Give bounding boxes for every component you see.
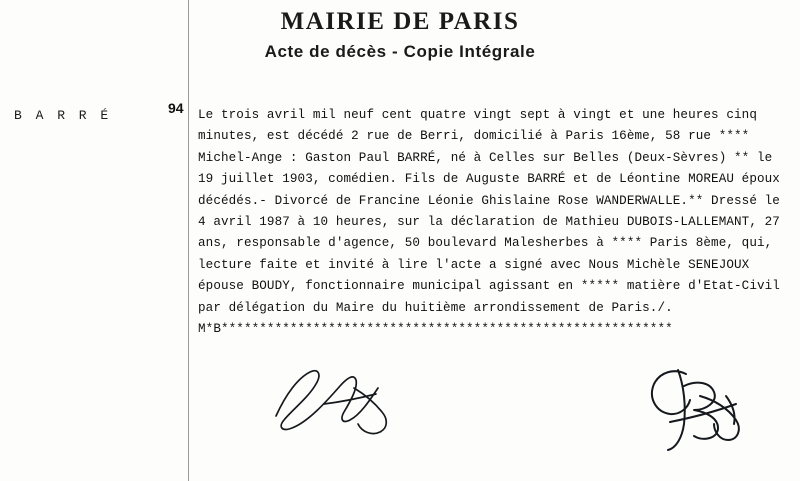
declarant-signature	[268, 358, 408, 448]
record-body-text: Le trois avril mil neuf cent quatre vingt sept à vingt et une heures cinq minutes, est décédé 2 rue de Berri, domicilié à Paris 16ème, 58 rue **** Michel-Ange : Gaston Paul BARRÉ, né à Celles sur Belles (Deux-Sèvres) ** le 19 juillet 1903, comédien. Fils de Auguste BARRÉ et de Léontine MOREAU époux décédés.- Divorcé de Francine Léonie Ghislaine Rose WANDERWALLE.** Dressé le 4 avril 1987 à 10 heures, sur la déclaration de Mathieu DUBOIS-LALLEMANT, 27 ans, responsable d'agence, 50 boulevard Malesherbes à **** Paris 8ème, qui, lecture faite et invité à lire l'acte a signé avec Nous Michèle SENEJOUX épouse BOUDY, fonctionnaire municipal agissant en ***** matière d'Etat-Civil par délégation du Maire du huitième arrondissement de Paris./. M*B***********************************************************	[198, 108, 788, 337]
page-subtitle: Acte de décès - Copie Intégrale	[264, 42, 536, 61]
act-number: 94	[168, 100, 184, 116]
officer-signature	[640, 352, 760, 462]
page-title: MAIRIE DE PARIS	[280, 8, 520, 35]
document-header	[0, 0, 800, 62]
margin-vertical-rule	[188, 0, 189, 481]
margin-surname: B A R R É	[14, 108, 112, 123]
